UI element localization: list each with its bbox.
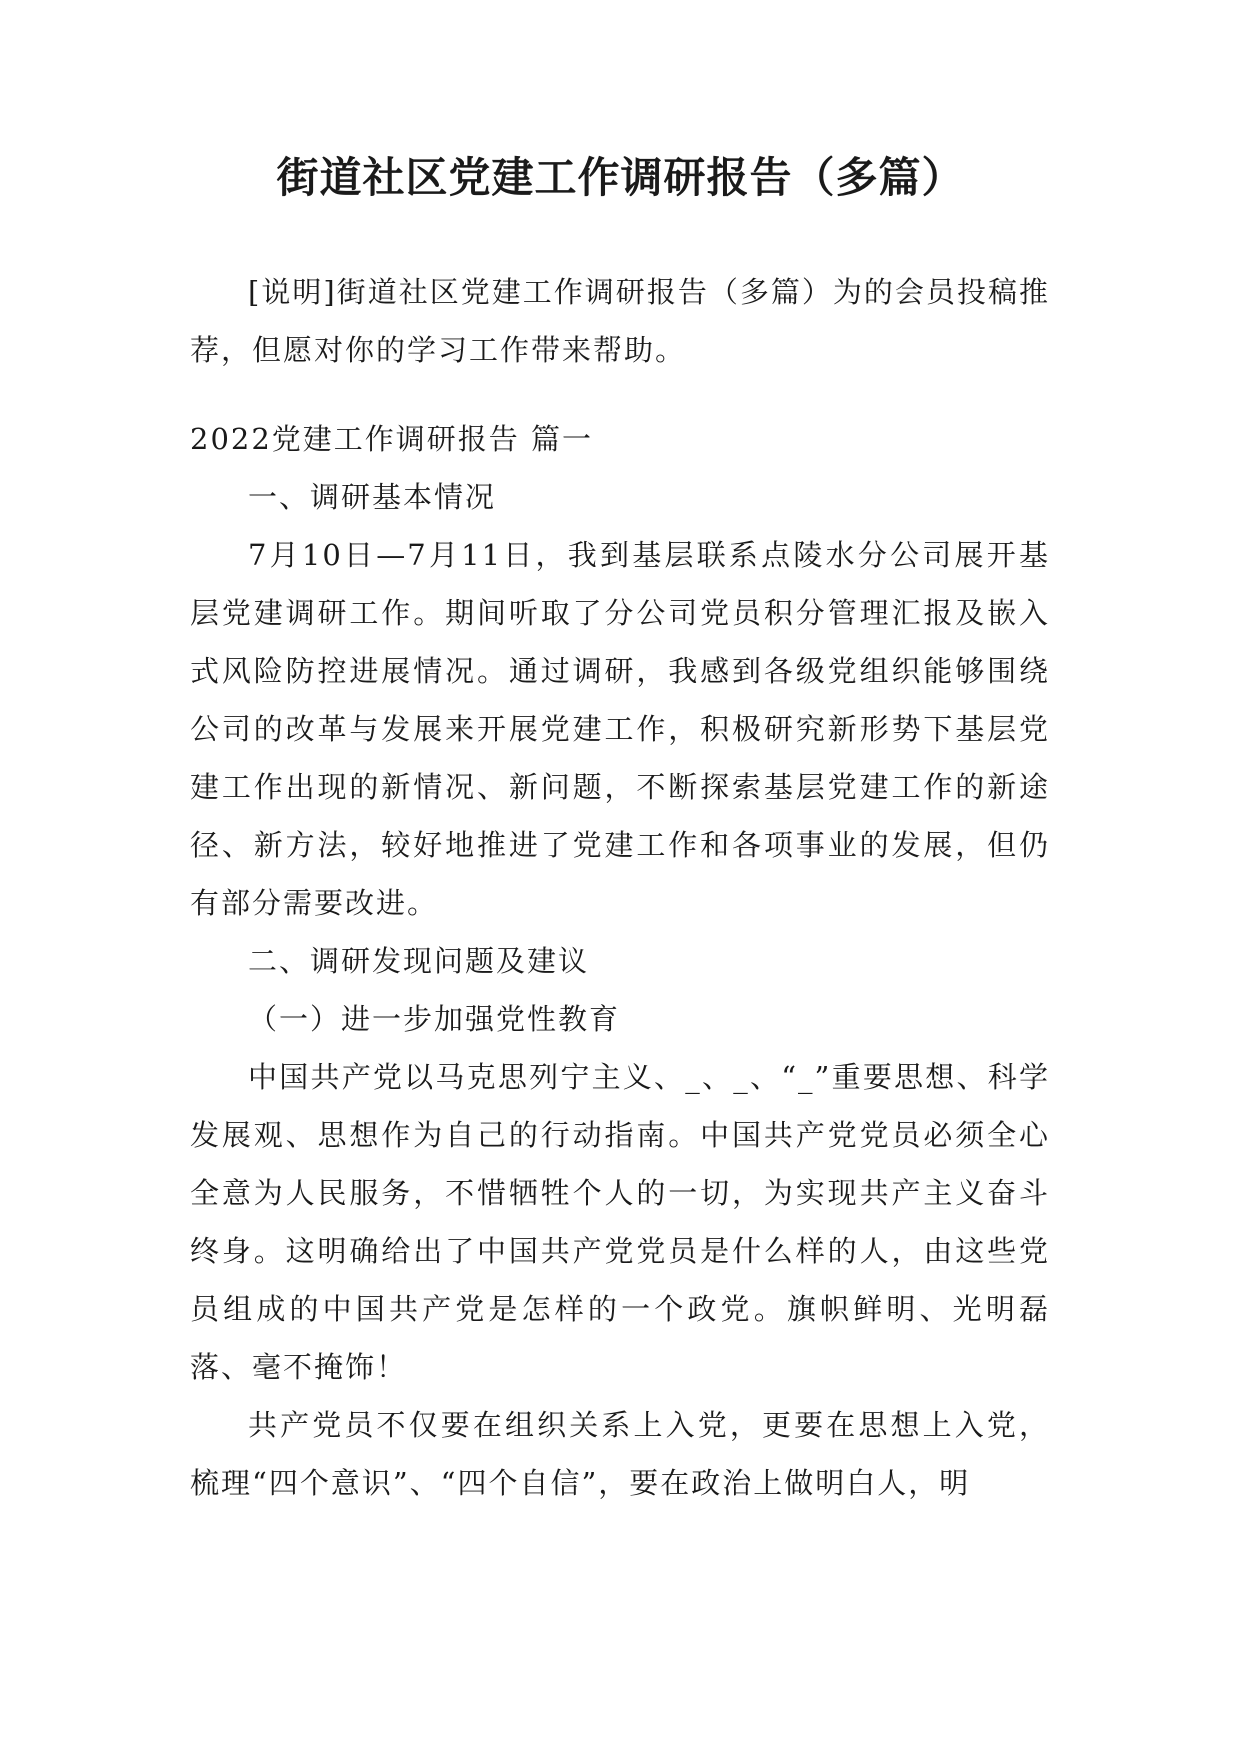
intro-block bbox=[190, 263, 1050, 379]
paragraph-guiding-thought: 中国共产党以马克思列宁主义、_、_、“_”重要思想、科学发展观、思想作为自己的行动指南。中国共产党党员必须全心全意为人民服务，不惜牺牲个人的一切，为实现共产主义奋斗终身。这明确给出了中国共产党党员是什么样的人，由这些党员组成的中国共产党是怎样的一个政党。旗帜鲜明、光明磊落、毫不掩饰！ bbox=[190, 1060, 1050, 1384]
heading-party-education: （一）进一步加强党性教育 bbox=[248, 1002, 621, 1036]
intro-paragraph: [说明]街道社区党建工作调研报告（多篇）为的会员投稿推荐，但愿对你的学习工作带来帮助。 bbox=[190, 275, 1050, 367]
paragraph-research-overview: 7月10日—7月11日，我到基层联系点陵水分公司展开基层党建调研工作。期间听取了分公司党员积分管理汇报及嵌入式风险防控进展情况。通过调研，我感到各级党组织能够围绕公司的改革与发展来开展党建工作，积极研究新形势下基层党建工作出现的新情况、新问题，不断探索基层党建工作的新途径、新方法，较好地推进了党建工作和各项事业的发展，但仍有部分需要改进。 bbox=[190, 538, 1050, 920]
section-block bbox=[190, 410, 1050, 1512]
document-title: 街道社区党建工作调研报告（多篇） bbox=[276, 153, 965, 202]
paragraph-ideological-membership: 共产党员不仅要在组织关系上入党，更要在思想上入党，梳理“四个意识”、“四个自信”，要在政治上做明白人，明 bbox=[190, 1408, 1050, 1500]
section-heading: 2022党建工作调研报告 篇一 bbox=[190, 422, 594, 456]
heading-problems-suggestions: 二、调研发现问题及建议 bbox=[248, 944, 590, 978]
heading-basic-situation: 一、调研基本情况 bbox=[248, 480, 497, 514]
